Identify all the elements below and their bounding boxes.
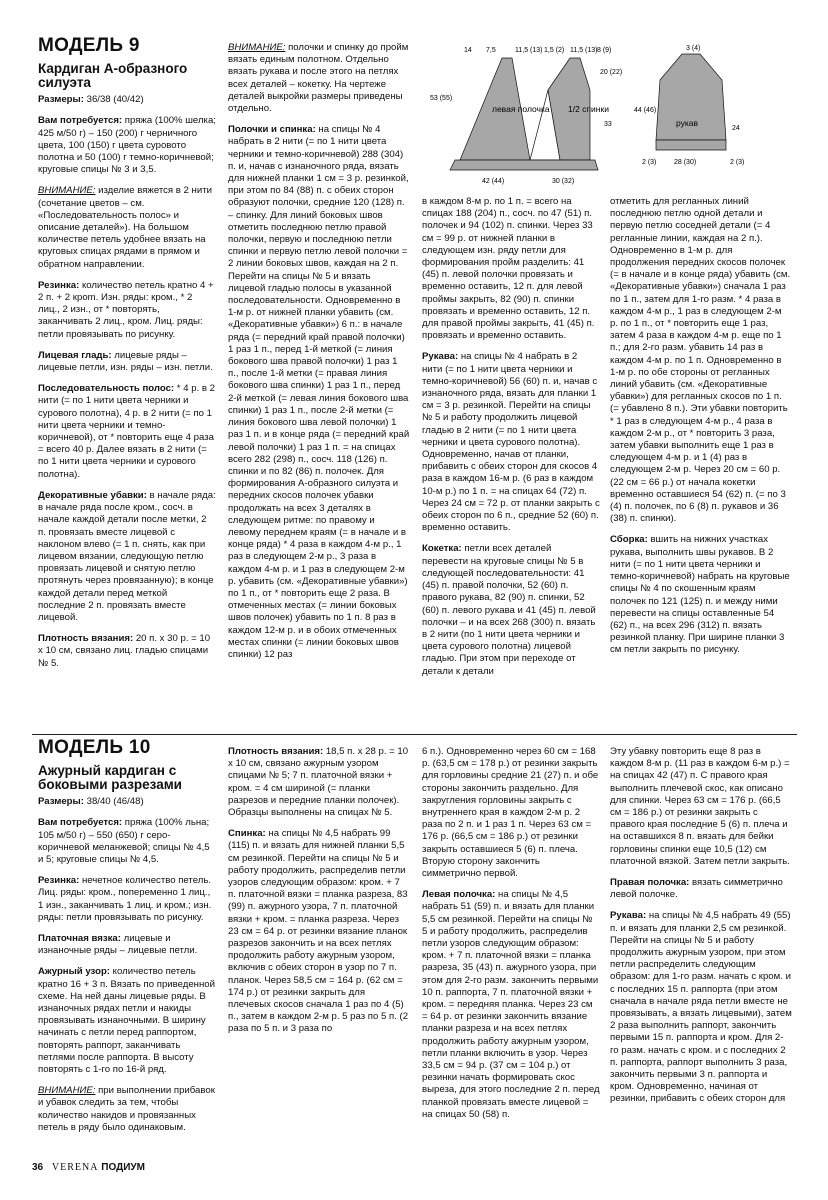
dim-8: 8 (9) [597, 47, 612, 54]
attention2-text: полочки и спинку до пройм вязать единым полотном. Отдельно вязать рукава и после этого на петлях всех деталей – кокетку. На чертеже деталей выкройки размеры приведены отдельно. [228, 42, 409, 115]
dim-115b: 11,5 (13) [570, 47, 598, 54]
dim-115a: 11,5 (13) [515, 47, 543, 54]
dim-20: 20 (22) [600, 69, 623, 76]
rib10-label: Резинка: [38, 875, 80, 887]
gauge10-label: Плотность вязания: [228, 746, 324, 757]
stripes-text: * 4 р. в 2 нити (= по 1 нити цвета черники и сурового полотна), 4 р. в 2 нити (= по 1 нити цвета черники и темно-коричневой), от * повторить еще 4 раза = всего 40 р. Далее вязать в 2 нити (= по 1 нити цвета черники и сурового полотна). [38, 383, 215, 480]
model10-col4 [610, 746, 792, 1115]
materials-text: пряжа (100% шелка; 425 м/50 г) – 150 (200) г черничного цвета, 100 (150) г цвета суровото полотна и 50 (100) г темно-коричневой; круговые спицы № 3 и 3,5. [38, 115, 216, 176]
model9-col3 [422, 196, 600, 687]
materials10-text: пряжа (100% льна; 105 м/50 г) – 550 (650) г серо-коричневой меланжевой; спицы № 4,5 и 5; круговые спицы № 4,5. [38, 817, 210, 866]
back10-text: на спицы № 4,5 набрать 99 (115) п. и вязать для нижней планки 5,5 см резинкой. Перейти на спицы № 5 и работу продолжить, распределив петли узоров следующим образом: кром. + 7 п. платочной вязки = планка разреза, 83 (99) п. ажурного узора, 7 п. платочной вязки + кром. = планка разреза. Через 23 см = 64 р. от резинки вязание планок разрезов закончить и на всех петлях продолжить работу ажурным узором, включив с обеих сторон в узор по 7 п. планок. Через 58,5 см = 164 р. (62 см = 174 р.) от резинки закрыть для плечевых скосов сначала 1 раз по 4 (5) п., затем в каждом 2-м р. 5 раз по 5 п. (2 раза по 5 п. и 3 раза по [228, 828, 409, 1035]
dim-2b: 2 (3) [730, 159, 745, 166]
attention-label: ВНИМАНИЕ: [38, 185, 96, 197]
back10-label: Спинка: [228, 828, 266, 840]
model9-col2 [228, 42, 410, 670]
model9-title: МОДЕЛЬ 9 [38, 35, 140, 56]
col3b-continued: 6 п.). Одновременно через 60 см = 168 р. (63,5 см = 178 р.) от резинки закрыть для горловины средние 21 (27) п. и обе стороны закончить раздельно. Для закругления горловины закрыть с внутреннего края в каждом 2-м р. 2 раза по 2 п. и 1 раз 1 п. Через 63 см = 176 р. (66,5 см = 186 р.) от резинки закрыть оставшиеся 5 (6) п. плеча. Вторую сторону закончить симметрично первой. [422, 746, 599, 880]
left-front-label: Левая полочка: [422, 889, 496, 901]
stripes-label: Последовательность полос: [38, 383, 175, 395]
stockinette-label: Лицевая гладь: [38, 349, 112, 361]
right-front-text: вязать симметрично левой полочке. [610, 877, 783, 901]
dim-53: 53 (55) [430, 95, 453, 102]
sizes10-value: 38/40 (46/48) [83, 796, 144, 808]
sizes10-label: Размеры: [38, 796, 84, 808]
model10-subtitle: Ажурный кардиган с боковыми разрезами [38, 763, 182, 793]
model10-col2 [228, 746, 410, 1045]
materials-label: Вам потребуется: [38, 115, 123, 127]
sleeves10-text: на спицы № 4,5 набрать 49 (55) п. и вязать для планки 2,5 см резинкой. Перейти на спицы № 5 и работу продолжить ажурным узором, при этом петли распределить следующим образом: для 1-го разм. начать с кром. и с последних 15 п. раппорта (при этом сначала в начале ряда петли вместе не провязывать, а вязать лицевыми), затем 2 раза выполнить раппорт, закончить первыми 15 п. раппорта и кром. Для 2-го разм. начать с кром. и с последних 2 п. раппорта, раппорт выполнить 3 раза, закончить первыми 3 п. раппорта и кром. Одновременно, начиная от резинки, прибавить с обеих сторон для [610, 910, 792, 1105]
dim-75: 7,5 [486, 47, 496, 54]
dim-24: 24 [732, 125, 740, 132]
fronts-back-label: Полочки и спинка: [228, 124, 316, 136]
lace-text: количество петель кратно 16 + 3 п. Вязать по приведенной схеме. На ней даны лицевые ряды. В изнаночных рядах петли и накиды провязывать изнаночными. В ширину начинать с петли перед раппортом, повторять раппорт, заканчивать петлями после раппорта. В высоту повторять с 1-го по 16-й ряд. [38, 966, 215, 1076]
col4-continued: отметить для регланных линий последнюю петлю одной детали и первую петлю соседней детали (= 4 регланные линии, каждая на 2 п.). Одновременно в 1-м р. для продолжения передних скосов полочек (= в начале и в конце ряда) убавить (см. «Декоративные убавки») сначала 1 раз по 1 п., затем для 1-го разм. * 4 раза в каждом 4-м р., 1 раз в следующем 2-м р. по 1 п., от * повторить еще 1 раз, затем 4 раза в каждом 4-м р. еще по 1 п.; для 2-го разм. убавить 14 раз в каждом 4-м р. по 1 п. Одновременно в 1-м р. по обе стороны от регланных линий убавить (см. «Декоративные убавки») для регланных скосов по 1 п. (= убавлено 8 п.). Эти убавки повторить * 1 раз в следующем 4-м р., 4 раза в каждом 2-м р., от * повторить 3 раза, затем убавки выполнить еще 1 раз в следующем 4-м р. и 1 (4) раз в следующем 2-м р. Через 20 см = 60 р. (22 см = 66 р.) от начала кокетки временно оставшиеся 54 (62) п. (= по 3 (4) п. полочек, по 6 (8) п. рукавов и 36 (38) п. спинки). [610, 196, 791, 525]
rib-label: Резинка: [38, 279, 80, 291]
attention2-label: ВНИМАНИЕ: [228, 42, 286, 53]
dim-3: 3 (4) [686, 45, 701, 52]
dim-44: 44 (46) [634, 107, 657, 114]
sleeves-text: на спицы № 4 набрать в 2 нити (= по 1 нити цвета черники и темно-коричневой) 56 (60) п. и, начав с изнаночного ряда, вязать для планки 1 см = 3 р. резинкой. Перейти на спицы № 5 и работу продолжить лицевой гладью в 2 нити (= по 1 нити цвета черники и цвета сурового полотна). Одновременно, начав от планки, прибавить с обеих сторон для скосов 4 раза в каждом 16-м р. (6 раз в каждом 10-м р.) по 1 п. = на спицах 64 (72) п. Через 24 см = 72 р. от планки закрыть с обеих сторон по 6 п., средние 52 (60) п. временно оставить. [422, 351, 600, 534]
page-number: 36 [32, 1162, 44, 1173]
dim-15: 1,5 (2) [544, 47, 565, 54]
decreases-label: Декоративные убавки: [38, 489, 147, 501]
stockinette-text: лицевые ряды – лицевые петли, изн. ряды – изн. петли. [38, 349, 213, 374]
yoke-text: петли всех деталей перевести на круговые спицы № 5 в следующей последовательности: 41 (45) п. правой полочки, 52 (60) п. правого рукава, 82 (90) п. спинки, 52 (60) п. левого рукава и 41 (45) п. левой полочки – и на всех 268 (300) п. вязать в 2 нити (по 1 нити цвета черники и цвета сурового полотна) лицевой гладью. При этом при переходе от детали к детали [422, 543, 596, 677]
rib10-text: нечетное количество петель. Лиц. ряды: кром., попеременно 1 лиц., 1 изн., заканчивать 1 лиц. и кром.; изн. ряды: петли провязывать по рисунку. [38, 875, 212, 923]
model9-col4 [610, 196, 792, 666]
model10-col1 [38, 737, 216, 1143]
gauge-label: Плотность вязания: [38, 633, 134, 645]
model10-title: МОДЕЛЬ 10 [38, 737, 151, 758]
model9-subtitle: Кардиган А-образного силуэта [38, 61, 188, 91]
gauge10-text: 18,5 п. х 28 р. = 10 х 10 см, связано ажурным узором спицами № 5; 7 п. платочной вязки + кром. = 4 см шириной (= планки разрезов и передние планки полочек). Образцы выполнены на спицах № 5. [228, 746, 409, 819]
dim-14: 14 [464, 47, 472, 54]
back-label: 1/2 спинки [568, 104, 609, 114]
left-front-text: на спицы № 4,5 набрать 51 (59) п. и вязать для планки 5,5 см резинкой. Перейти на спицы № 5 и работу продолжить, распределив петли узоров следующим образом: кром. + 7 п. платочной вязки = планка разреза, 35 (43) п. ажурного узора, при этом для 2-го разм. закончить первыми 10 п. раппорта, 7 п. платочной вязки + кром. = передняя планка. Через 23 см = 64 р. от резинки закончить вязание планки разреза и на всех петлях продолжить работу ажурным узором, петли планки включить в узор. Через 33,5 см = 94 р. (37 см = 104 р.) от резинки начать формировать скос выреза, для этого последние 2 п. перед планкой провязать вместе лицевой = на спицах 50 (58) п. [422, 889, 600, 1120]
attention10-text: при выполнении прибавок и убавок следить за тем, чтобы количество накидов и провязанных петель в ряду было одинаковым. [38, 1085, 215, 1133]
schematic-diagram [420, 40, 800, 190]
attention-text: изделие вяжется в 2 нити (сочетание цветов – см. «Последовательность полос» и описание деталей»). На большом количестве петель удобнее вязать на круговых спицах рядами в прямом и обратном направлении. [38, 185, 212, 270]
col4b-continued: Эту убавку повторить еще 8 раз в каждом 8-м р. (11 раз в каждом 6-м р.) = на спицах 42 (47) п. С правого края выполнить плечевой скос, как описано для спинки. Через 63 см = 176 р. (66,5 см = 186 р.) от резинки закрыть с правого края последние 5 (6) п. плеча и на оставшихся 8 п. вязать для бейки горловины спинки еще 10,5 (12) см платочной вязкой. Затем петли закрыть. [610, 746, 790, 867]
attention10-label: ВНИМАНИЕ: [38, 1085, 96, 1097]
sleeve-label: рукав [676, 118, 699, 128]
section-divider [32, 734, 797, 735]
garter-text: лицевые и изнаночные ряды – лицевые петли. [38, 933, 198, 957]
decreases-text: в начале ряда: в начале ряда после кром., сосч. в начале каждой детали после метки, 2 п. провязать вместе лицевой с наклоном влево (= 1 п. снять, как при лицевом вязании, следующую петлю провязать лицевой и снятую петлю протянуть через провязанную); в конце каждой детали перед меткой последние 2 п. провязать вместе лицевой. [38, 489, 216, 623]
rib-text: количество петель кратно 4 + 2 п. + 2 крom. Изн. ряды: кром., * 2 лиц., 2 изн., от * повторять, заканчивать 2 лиц., кром. Лиц. ряды: петли провязывать по рисунку. [38, 279, 214, 340]
materials10-label: Вам потребуется: [38, 817, 123, 829]
brand-name: VERENA [51, 1162, 99, 1173]
fronts-back-text: на спицы № 4 набрать в 2 нити (= по 1 нити цвета черники и темно-коричневой) 288 (304) п. и, начав с изнаночного ряда, вязать для нижней планки 1 см = 3 р. резинкой, при этом по 84 (88) п. с обеих сторон образуют полочки, средние 120 (128) п. – спинку. Для линий боковых швов отметить последнюю петлю правой полочки, первую и последнюю петли спинки и первую петлю левой полочки = 2 линии боковых швов, каждая на 2 п. Перейти на спицы № 5 и вязать лицевой гладью полосы в указанной последовательности. Одновременно в 1-м р. от нижней планки убавить (см. «Декоративные убавки») 6 п.: в начале ряда (= передний край правой полочки) 1 раз 1 п., перед 1-й меткой (= линия бокового шва правой полочки) 1 раз 1 п., после 1-й метки (= правая линия бокового шва спинки) 1 раз 1 п., перед 2-й меткой (= левая линия бокового шва спинки) 1 раз 1 п., после 2-й метки (= линия бокового шва левой полочки) 1 раз 1 п. и в конце ряда (= передний край левой полочки) 1 раз 1 п. = на спицах всего 282 (298) п., сосч. 118 (126) п. спинки и по 82 (86) п. полочек. Для формирования А-образного силуэта и передних скосов полочек убавки продолжать на всех 3 деталях в следующем ритме: по правому и левому переднем краям (= в начале и в конце ряда) * 4 раза в каждом 4-м р., 1 раз в следующем 2-м р., 3 раза в каждом 4-м р. и 1 раз в следующем 2-м р. убавить (см. «Декоративные убавки») по 1 п., от * повторить еще 2 раза. В отмеченных местах (= линии боковых швов полочек) убавить по 1 п. 8 раз в каждом 12-м р. и в обоих отмеченных местах спинки (= линии боковых швов спинки) 12 раз [228, 124, 410, 660]
lace-label: Ажурный узор: [38, 966, 111, 978]
dim-30: 30 (32) [552, 178, 575, 185]
front-label: левая полочка [492, 104, 550, 114]
dim-33: 33 [604, 121, 612, 128]
assembly-text: вшить на нижних участках рукава, выполнить швы рукавов. В 2 нити (= по 1 нити цвета черники и темно-коричневой) набрать на круговые спицы № 4 по скошенным краям полочек по 121 (125) п. и между ними перевести на спицы оставленные 54 (62) п., на всех 296 (312) п. вязать резинкой планку. При ширине планки 3 см петли закрыть по рисунку. [610, 534, 790, 656]
col3-continued: в каждом 8-м р. по 1 п. = всего на спицах 188 (204) п., сосч. по 47 (51) п. полочек и 94 (102) п. спинки. Через 33 см = 99 р. от нижней планки в следующем изн. ряду петли для формирования пройм разделить: 41 (45) п. левой полочки провязать и временно оставить, 12 п. для левой проймы закрыть, 82 (90) п. спинки провязать и временно оставить, 12 п. для правой проймы закрыть, 41 (45) п. провязать и временно оставить. [422, 196, 595, 342]
right-front-label: Правая полочка: [610, 877, 690, 889]
assembly-label: Сборка: [610, 534, 648, 546]
dim-2a: 2 (3) [642, 159, 657, 166]
brand-name-2: ПОДИУМ [101, 1162, 145, 1173]
dim-42: 42 (44) [482, 178, 505, 185]
sleeves-label: Рукава: [422, 351, 459, 363]
gauge-text: 20 п. х 30 р. = 10 х 10 см, связано лиц. гладью спицами № 5. [38, 633, 211, 669]
garter-label: Платочная вязка: [38, 933, 121, 945]
page-footer [32, 1162, 145, 1173]
dim-28: 28 (30) [674, 159, 697, 166]
sizes-label: Размеры: [38, 94, 84, 106]
model9-col1 [38, 35, 216, 679]
yoke-label: Кокетка: [422, 543, 462, 555]
sizes-value: 36/38 (40/42) [83, 94, 144, 106]
model10-col3 [422, 746, 600, 1130]
sleeves10-label: Рукава: [610, 910, 647, 922]
